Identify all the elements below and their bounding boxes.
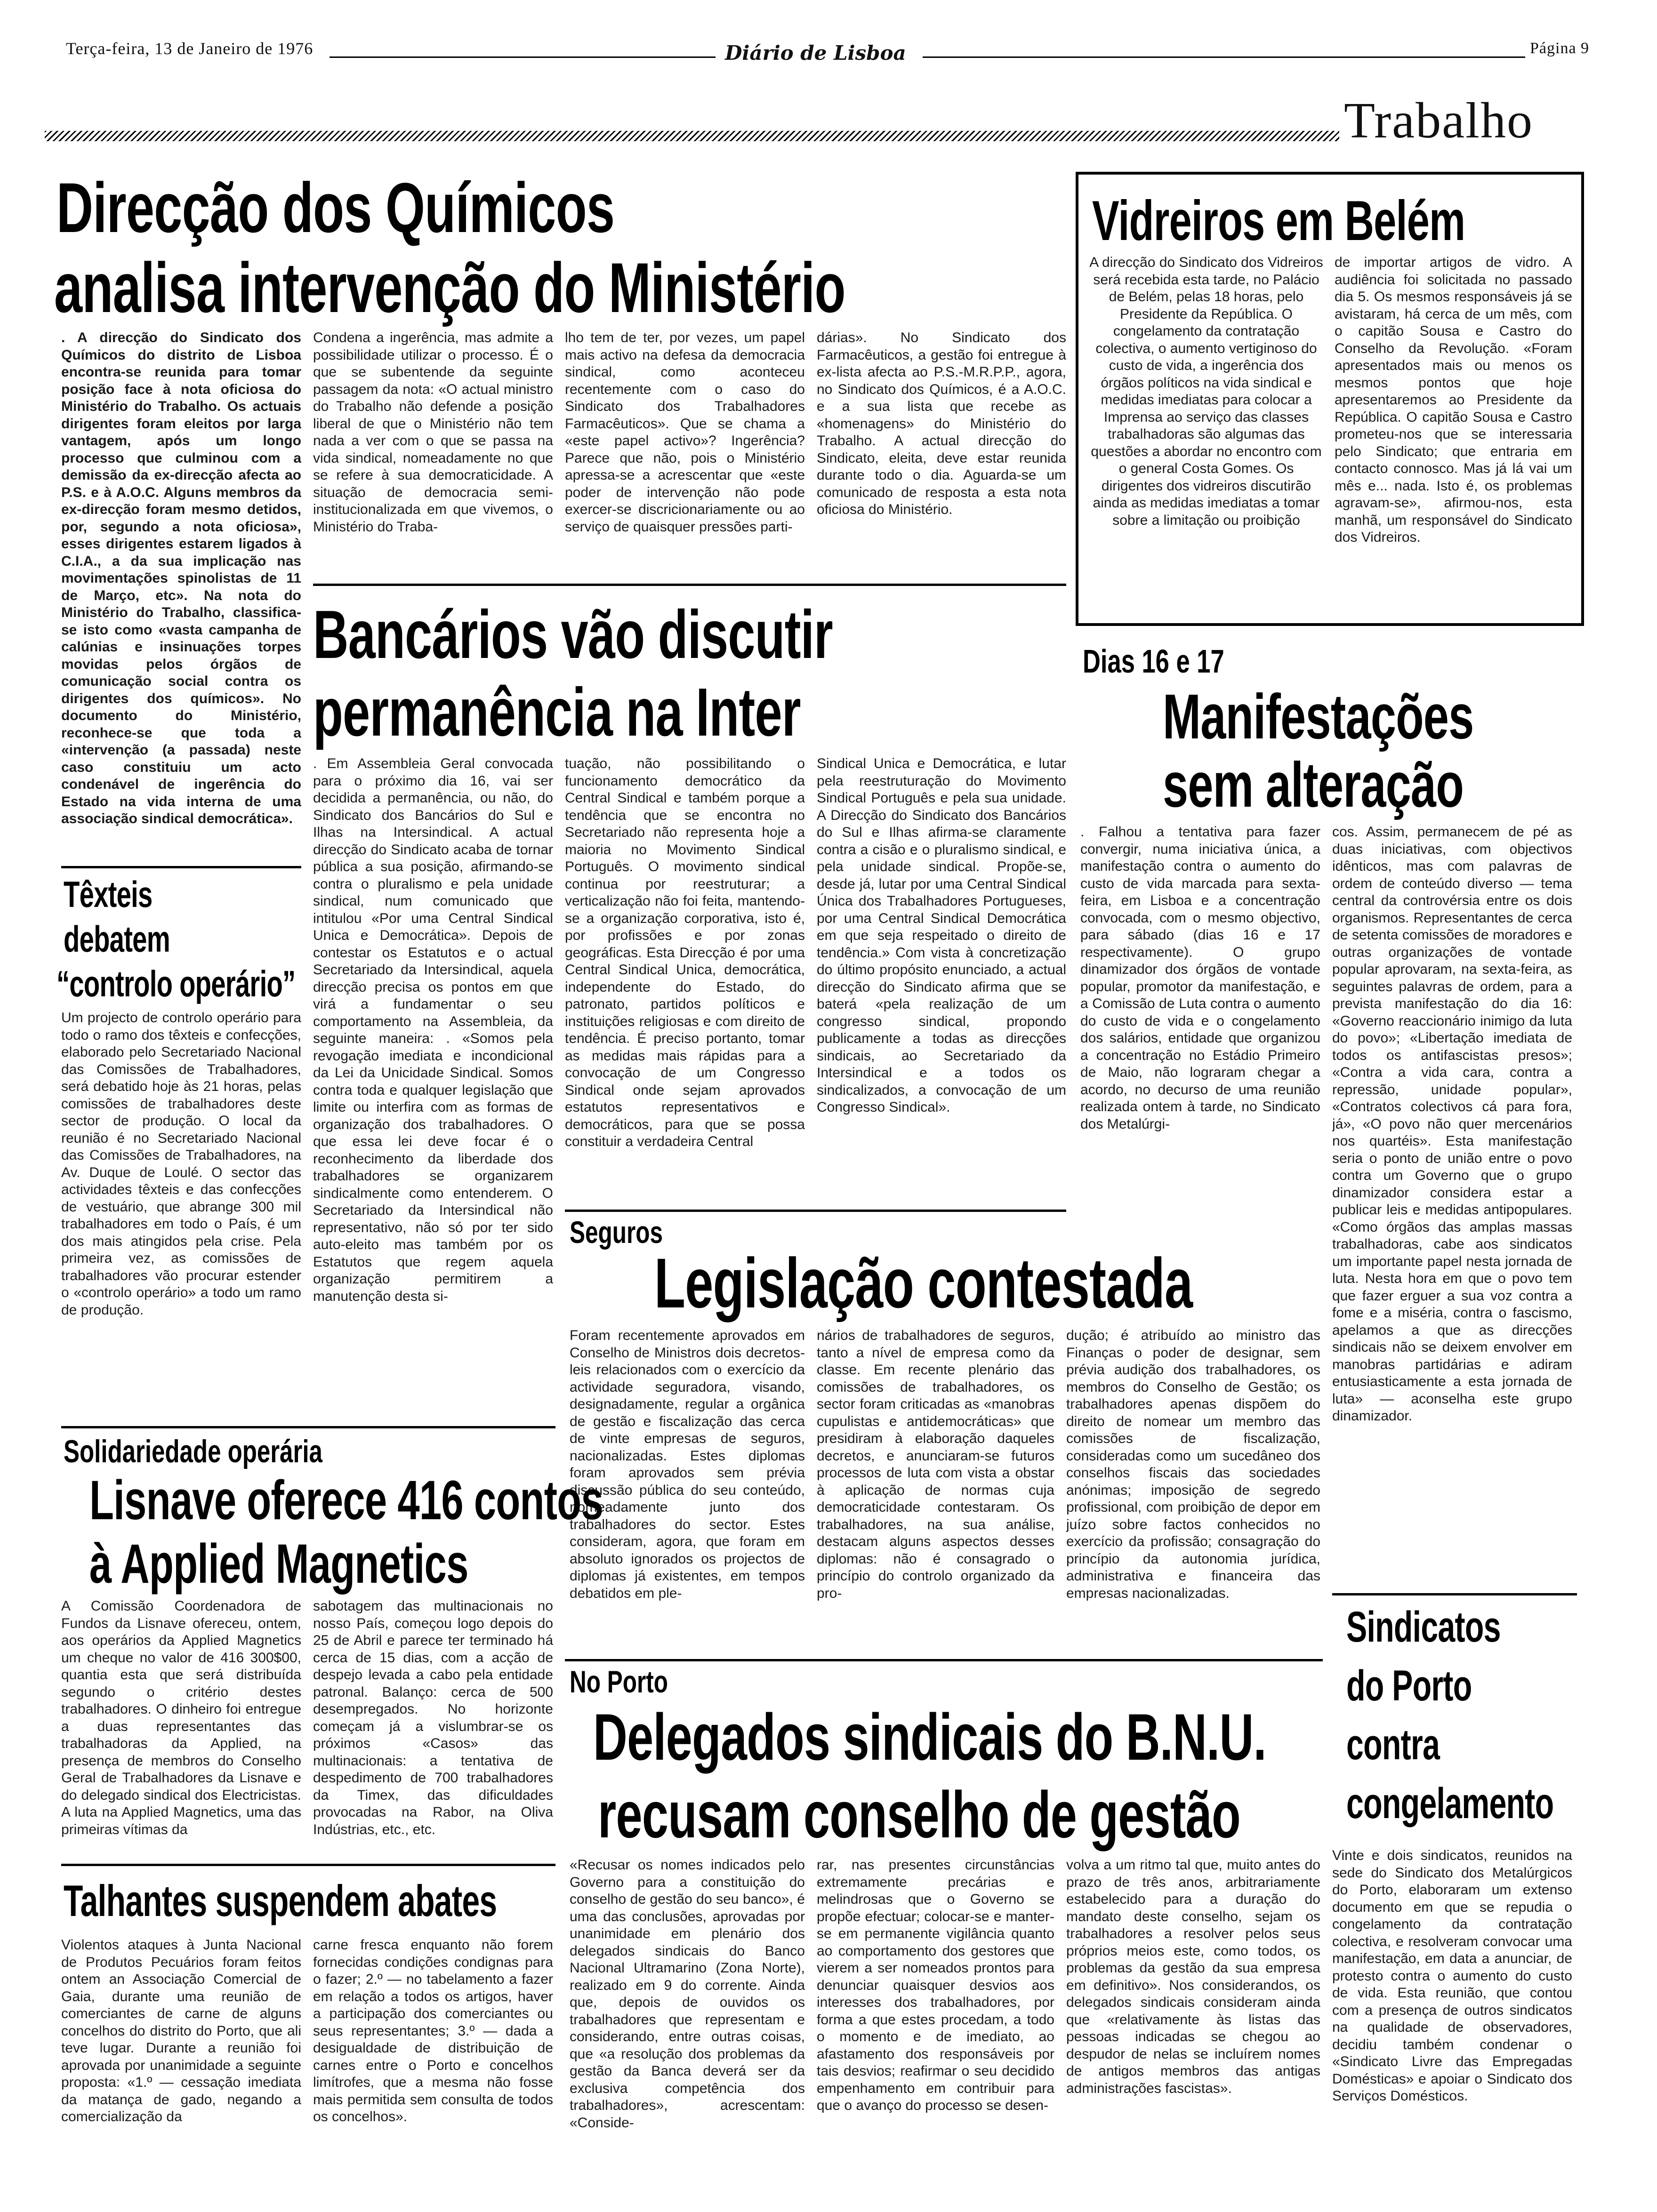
bancarios-bottom-rule (565, 1210, 1066, 1212)
manifestacoes-col-2: cos. Assim, permanecem de pé as duas iniciativas, com objectivos idênticos, mas com palavras de ordem de conteúdo diverso — tema central da controvérsia entre os dois organismos. Representantes de cerca de setenta comissões de moradores e outras organizações de vontade popular aprovaram, na sexta-feira, as seguintes palavras de ordem, para a prevista manifestação do dia 16: «Governo reaccionário inimigo da luta do povo»; «Libertação imediata de todos os antifascistas presos»; «Contra a vida cara, contra a repressão, unidade popular», «Contratos colectivos cá para fora, já», «O povo não quer mercenários nos quartéis». Esta manifestação seria o ponto de união entre o povo contra um Governo que o grupo dinamizador considera estar a publicar leis e medidas antipopulares. «Como órgãos das amplas massas trabalhadoras, cabe aos sindicatos um importante papel nesta jornada de luta. Nesta hora em que o povo tem que fazer erguer a sua voz contra a fome e a miséria, contra o fascismo, apelamos a que as direcções sindicais não se deixem envolver em manobras partidárias e adiram entusiasticamente a esta jornada de luta» — aconselha este grupo dinamizador. (1332, 824, 1572, 1424)
bancarios-headline-2: permanência na Inter (313, 674, 801, 750)
lisnave-col-2: sabotagem das multinacionais no nosso País, começou logo depois do 25 de Abril e parece ter terminado há cerca de 15 dias, com a acção de despejo levada a cabo pela entidade patronal. Balanço: cerca de 500 desempregados. No horizonte começam já a vislumbrar-se os próximos «Casos» das multinacionais: a tentativa de despedimento de 700 trabalhadores da Timex, das dificuldades provocadas na Rabor, na Oliva Indústrias, etc., etc. (313, 1598, 553, 1837)
bnu-col-2: rar, nas presentes circunstâncias extremamente precárias e melindrosas que o Governo se propõe efectuar; colocar-se e manter-se em permanente vigilância quanto ao comportamento dos gestores que vierem a ser nomeados prontos para denunciar quaisquer desvios aos interesses dos trabalhadores, por forma a que estes procedam, a todo o momento e de imediato, ao afastamento dos responsáveis por tais desvios; reafirmar o seu decidido empenhamento em contribuir para que o avanço do processo se desen- (817, 1857, 1054, 2113)
talhantes-col-2: carne fresca enquanto não forem fornecidas condições condignas para o fazer; 2.º — no tabelamento a fazer em relação a todos os artigos, haver a participação dos comerciantes ou seus representantes; 3.º — dada a desigualdade de distribuição de carnes entre o Porto e concelhos limítrofes, que a mesma não fosse mais permitida sem consulta de todos os concelhos». (313, 1937, 553, 2124)
bancarios-col-1: . Em Assembleia Geral convocada para o próximo dia 16, vai ser decidida a permanência, ou não, do Sindicato dos Bancários do Sul e Ilhas na Intersindical. A actual direcção do Sindicato acaba de tornar pública a sua posição, afirmando-se contra o pluralismo e pela unidade sindical, num comunicado que intitulou «Por uma Central Sindical Unica e Democrática». Depois de contestar os Estatutos e o actual Secretariado da Intersindical, aquela direcção precisa os pontos em que virá a fundamentar o seu comportamento na Assembleia, da seguinte maneira: . «Somos pela revogação imediata e incondicional da Lei da Unicidade Sindical. Somos contra toda e qualquer legislação que limite ou interfira com as formas de organização dos trabalhadores. O que essa lei deve focar é o reconhecimento da liberdade dos trabalhadores se organizarem sindicalmente como entenderem. O Secretariado da Intersindical não representativo, não só por ter sido auto-eleito mas também por os Estatutos que regem aquela organização permitirem a manutenção desta si- (313, 756, 553, 1304)
vidreiros-col-2: de importar artigos de vidro. A audiência foi solicitada no passado dia 5. Os mesmos responsáveis já se avistaram, há cerca de um mês, com o capitão Sousa e Castro do Conselho da Revolução. «Foram apresentados mais ou menos os mesmos pontos que hoje apresentaremos ao Presidente da República. O capitão Sousa e Castro prometeu-nos que se interessaria pelo Sindicato; que entraria em contacto connosco. Mas já lá vai um mês e... nada. Isto é, os problemas agravam-se», afirmou-nos, esta manhã, um responsável do Sindicato dos Vidreiros. (1335, 255, 1572, 545)
lisnave-col-1: A Comissão Coordenadora de Fundos da Lisnave ofereceu, ontem, aos operários da Applied Magnetics um cheque no valor de 416 300$00, quantia esta que será distribuída segundo o critério destes trabalhadores. O dinheiro foi entregue a duas representantes das trabalhadoras da Applied, na presença de membros do Conselho Geral de Trabalhadores da Lisnave e do delegado sindical dos Electricistas. A luta na Applied Magnetics, uma das primeiras vítimas da (61, 1598, 301, 1837)
bnu-col-1: «Recusar os nomes indicados pelo Governo para a constituição do conselho de gestão do seu banco», é uma das conclusões, aprovadas por unanimidade em plenário dos delegados sindicais do Banco Nacional Ultramarino (Zona Norte), realizado em 9 do corrente. Ainda que, depois de ouvidos os trabalhadores que representam e considerando, entre outras coisas, que «a resolução dos problemas da gestão da Banca deverá ser da exclusiva competência dos trabalhadores», acrescentam: «Conside- (570, 1857, 805, 2131)
section-title: Trabalho (1344, 93, 1534, 149)
bnu-headline-2: recusam conselho de gestão (598, 1778, 1240, 1851)
vidreiros-headline: Vidreiros em Belém (1092, 189, 1465, 252)
seguros-headline: Legislação contestada (654, 1243, 1193, 1322)
sindporto-headline-3: contra (1346, 1721, 1440, 1769)
seguros-bottom-rule (565, 1659, 1323, 1661)
lisnave-headline-2: à Applied Magnetics (89, 1533, 468, 1595)
seguros-col-1: Foram recentemente aprovados em Conselho de Ministros dois decretos-leis relacionados com o exercício da actividade seguradora, visando, designadamente, regular a orgânica de gestão e fiscalização das cerca de vinte empresas de seguros, nacionalizadas. Estes diplomas foram aprovados sem prévia discussão pública do seu conteúdo, nomeadamente junto dos trabalhadores do sector. Estes consideram, agora, que foram em absoluto ignorados os projectos de diplomas já existentes, em tempos debatidos em ple- (570, 1328, 805, 1601)
sindporto-top-rule (1332, 1593, 1577, 1595)
talhantes-headline: Talhantes suspendem abates (64, 1876, 497, 1925)
lisnave-top-rule (61, 1426, 555, 1428)
talhantes-top-rule (61, 1864, 555, 1866)
bnu-col-3: volva a um ritmo tal que, muito antes do prazo de três anos, arbitrariamente estabelecido para a duração do mandato deste conselho, sejam os trabalhadores a resolver pelos seus próprios meios este, como todos, os problemas da gestão da sua empresa em definitivo». Nos considerandos, os delegados sindicais consideram ainda que «relativamente às listas das pessoas indicadas se chegou ao despudor de nelas se incluírem nomes de antigos membros das antigas administrações fascistas». (1066, 1857, 1320, 2096)
quimicos-headline-2: analisa intervenção do Ministério (54, 248, 845, 327)
texteis-headline-1: Têxteis (64, 874, 153, 915)
bnu-headline-1: Delegados sindicais do B.N.U. (593, 1700, 1266, 1774)
sindporto-body: Vinte e dois sindicatos, reunidos na sede do Sindicato dos Metalúrgicos do Porto, elaboraram um extenso documento em que se repudia o congelamento da contratação colectiva, e resolveram convocar uma manifestação, em data a anunciar, de protesto contra o aumento do custo de vida. Esta reunião, que contou com a presença de outros sindicatos na qualidade de observadores, decidiu também condenar o «Sindicato Livre das Empregadas Domésticas» e apoiar o Sindicato dos Serviços Domésticos. (1332, 1848, 1572, 2104)
manifestacoes-headline-1: Manifestações (1163, 681, 1474, 752)
lisnave-kicker: Solidariedade operária (64, 1434, 322, 1469)
texteis-top-rule (61, 866, 301, 868)
quimicos-col-1: . A direcção do Sindicato dos Químicos do distrito de Lisboa encontra-se reunida para tomar posição face à nota oficiosa do Ministério do Trabalho. Os actuais dirigentes foram eleitos por larga vantagem, após um longo processo que culminou com a demissão da ex-direcção afecta ao P.S. e à A.O.C. Alguns membros da ex-direcção foram mesmo detidos, por, segundo a nota oficiosa», esses dirigentes estarem ligados à C.I.A., a da sua implicação nas movimentações spinolistas de 11 de Março, etc». Na nota do Ministério do Trabalho, classifica-se isto como «vasta campanha de calúnias e insinuações torpes movidas pelos órgãos de comunicação social contra os dirigentes dos químicos». No documento do Ministério, reconhece-se que toda a «intervenção (a passada) neste caso constituiu um acto condenável de ingerência do Estado na vida interna de uma associação sindical democrática». (61, 330, 301, 826)
masthead-rule-left (330, 56, 716, 58)
bnu-kicker: No Porto (570, 1664, 668, 1699)
vidreiros-col-1: A direcção do Sindicato dos Vidreiros será recebida esta tarde, no Palácio de Belém, pelas 18 horas, pelo Presidente da República. O congelamento da contratação colectiva, o aumento vertiginoso do custo de vida, a ingerência dos órgãos políticos na vida sindical e medidas imediatas para colocar a Imprensa ao serviço das classes trabalhadoras são algumas das questões a abordar no encontro com o general Costa Gomes. Os dirigentes dos vidreiros discutirão ainda as medidas imediatas a tomar sobre a limitação ou proibição (1089, 255, 1323, 528)
masthead-page: Página 9 (1530, 40, 1590, 57)
texteis-body: Um projecto de controlo operário para todo o ramo dos têxteis e confecções, elaborado pelo Secretariado Nacional das Comissões de Trabalhadores, será debatido hoje às 21 horas, pelas comissões de trabalhadores deste sector de produção. O local da reunião é no Secretariado Nacional das Comissões de Trabalhadores, na Av. Duque de Loulé. O sector das actividades têxteis e das confecções de vestuário, que abrange 300 mil trabalhadores em todo o País, é um dos mais atingidos pela crise. Pela primeira vez, as comissões de trabalhadores vão procurar estender o «controlo operário» a todo um ramo de produção. (61, 1010, 301, 1318)
bancarios-headline-1: Bancários vão discutir (313, 596, 833, 673)
seguros-col-2: nários de trabalhadores de seguros, tanto a nível de empresa como da classe. Em recente plenário das comissões de trabalhadores, os sector foram criticadas as «manobras cupulistas e antidemocráticas» que presidiram à elaboração daqueles decretos, e anunciaram-se futuros processos de luta com vista a obstar à aplicação de normas cuja democraticidade contestaram. Os trabalhadores, na sua análise, destacam alguns aspectos desses diplomas: não é consagrado o princípio do controlo organizado da pro- (817, 1328, 1054, 1601)
manifestacoes-col-1: . Falhou a tentativa para fazer convergir, numa iniciativa única, a manifestação contra o aumento do custo de vida marcada para sexta-feira, em Lisboa e a concentração convocada, com o mesmo objectivo, para sábado (dias 16 e 17 respectivamente). O grupo dinamizador dos órgãos de vontade popular, promotor da manifestação, e a Comissão de Luta contra o aumento do custo de vida e o congelamento dos salários, entidade que organizou a concentração no Estádio Primeiro de Maio, não lograram chegar a acordo, no decurso de uma reunião realizada ontem à tarde, no Sindicato dos Metalúrgi- (1080, 824, 1320, 1132)
bancarios-col-3: Sindical Unica e Democrática, e lutar pela reestruturação do Movimento Sindical Português e pela sua unidade. A Direcção do Sindicato dos Bancários do Sul e Ilhas afirma-se claramente contra a cisão e o pluralismo sindical, e pela unidade sindical. Propõe-se, desde já, lutar por uma Central Sindical Única dos Trabalhadores Portugueses, por uma Central Sindical Democrática em que seja respeitado o direito de tendência.» Com vista à concretização do último propósito enunciado, a actual direcção do Sindicato afirma que se baterá «pela realização de um congresso sindical, propondo publicamente a todas as direcções sindicais, ao Secretariado da Intersindical e a todos os sindicalizados, a convocação de um Congresso Sindical». (817, 756, 1066, 1115)
bancarios-col-2: tuação, não possibilitando o funcionamento democrático da Central Sindical e também porque a tendência que se encontra no Secretariado não representa hoje a maioria no Movimento Sindical Português. O movimento sindical continua por reestruturar; a verticalização não foi feita, mantendo-se a organização corporativa, isto é, por profissões e por zonas geográficas. Esta Direcção é por uma Central Sindical Unica, democrática, independente do Estado, do patronato, partidos políticos e instituições religiosas e com direito de tendência. É preciso portanto, tomar as medidas mais rápidas para a convocação de um Congresso Sindical onde sejam aprovados estatutos representativos e democráticos, para que se possa constituir a verdadeira Central (565, 756, 805, 1149)
quimicos-headline-1: Direcção dos Químicos (56, 168, 615, 247)
sindporto-headline-1: Sindicatos (1346, 1603, 1501, 1651)
section-hatch-bar (45, 131, 1339, 141)
seguros-col-3: dução; é atribuído ao ministro das Finanças o poder de designar, sem prévia audição dos trabalhadores, os membros do Conselho de Gestão; os trabalhadores apenas dispõem do direito de nomear um membro das comissões de fiscalização, consideradas como um sucedâneo dos conselhos fiscais das sociedades anónimas; imposição de segredo profissional, com proibição de depor em juízo sobre factos conhecidos no exercício da profissão; consagração do princípio da autonomia jurídica, administrativa e financeira das empresas nacionalizadas. (1066, 1328, 1320, 1601)
masthead-rule-right (923, 56, 1525, 58)
manifestacoes-headline-2: sem alteração (1163, 749, 1464, 820)
quimicos-bottom-rule (313, 584, 1066, 586)
texteis-headline-2: debatem (64, 918, 170, 960)
sindporto-headline-4: congelamento (1346, 1779, 1554, 1827)
lisnave-headline-1: Lisnave oferece 416 contos (89, 1469, 603, 1531)
texteis-headline-3: “controlo operário” (56, 963, 296, 1004)
masthead-paper: Diário de Lisboa (725, 41, 906, 64)
quimicos-col-3: lho tem de ter, por vezes, um papel mais activo na defesa da democracia sindical, como aconteceu recentemente com o caso do Sindicato dos Trabalhadores Farmacêuticos». Que se chama a «este papel activo»? Ingerência? Parece que não, pois o Ministério apressa-se a acrescentar que «este poder de intervenção não pode exercer-se discricionariamente ou ao serviço de quaisquer pressões parti- (565, 330, 805, 535)
quimicos-col-4: dárias». No Sindicato dos Farmacêuticos, a gestão foi entregue à ex-lista afecta ao P.S.-M.R.P.P., agora, no Sindicato dos Químicos, é a A.O.C. e a sua lista que recebe as «homenagens» do Ministério do Trabalho. A actual direcção do Sindicato, eleita, deve estar reunida durante todo o dia. Aguarda-se um comunicado de resposta a esta nota oficiosa do Ministério. (817, 330, 1066, 517)
talhantes-col-1: Violentos ataques à Junta Nacional de Produtos Pecuários foram feitos ontem an Associação Comercial de Gaia, durante uma reunião de comerciantes de carne de alguns concelhos do distrito do Porto, que ali teve lugar. Durante a reunião foi aprovada por unanimidade a seguinte proposta: «1.º — cessação imediata da matança de gado, negando a comercialização da (61, 1937, 301, 2124)
quimicos-col-2: Condena a ingerência, mas admite a possibilidade utilizar o processo. É o que se subentende da seguinte passagem da nota: «O actual ministro do Trabalho não defende a posição liberal de que o Ministério não tem nada a ver com o que se passa na vida sindical, nomeadamente no que se refere à sua democraticidade. A situação de democracia semi-institucionalizada em que vivemos, o Ministério do Traba- (313, 330, 553, 535)
sindporto-headline-2: do Porto (1346, 1662, 1472, 1710)
seguros-kicker: Seguros (570, 1215, 663, 1250)
manifestacoes-kicker: Dias 16 e 17 (1083, 643, 1224, 680)
masthead-date: Terça-feira, 13 de Janeiro de 1976 (66, 39, 314, 58)
